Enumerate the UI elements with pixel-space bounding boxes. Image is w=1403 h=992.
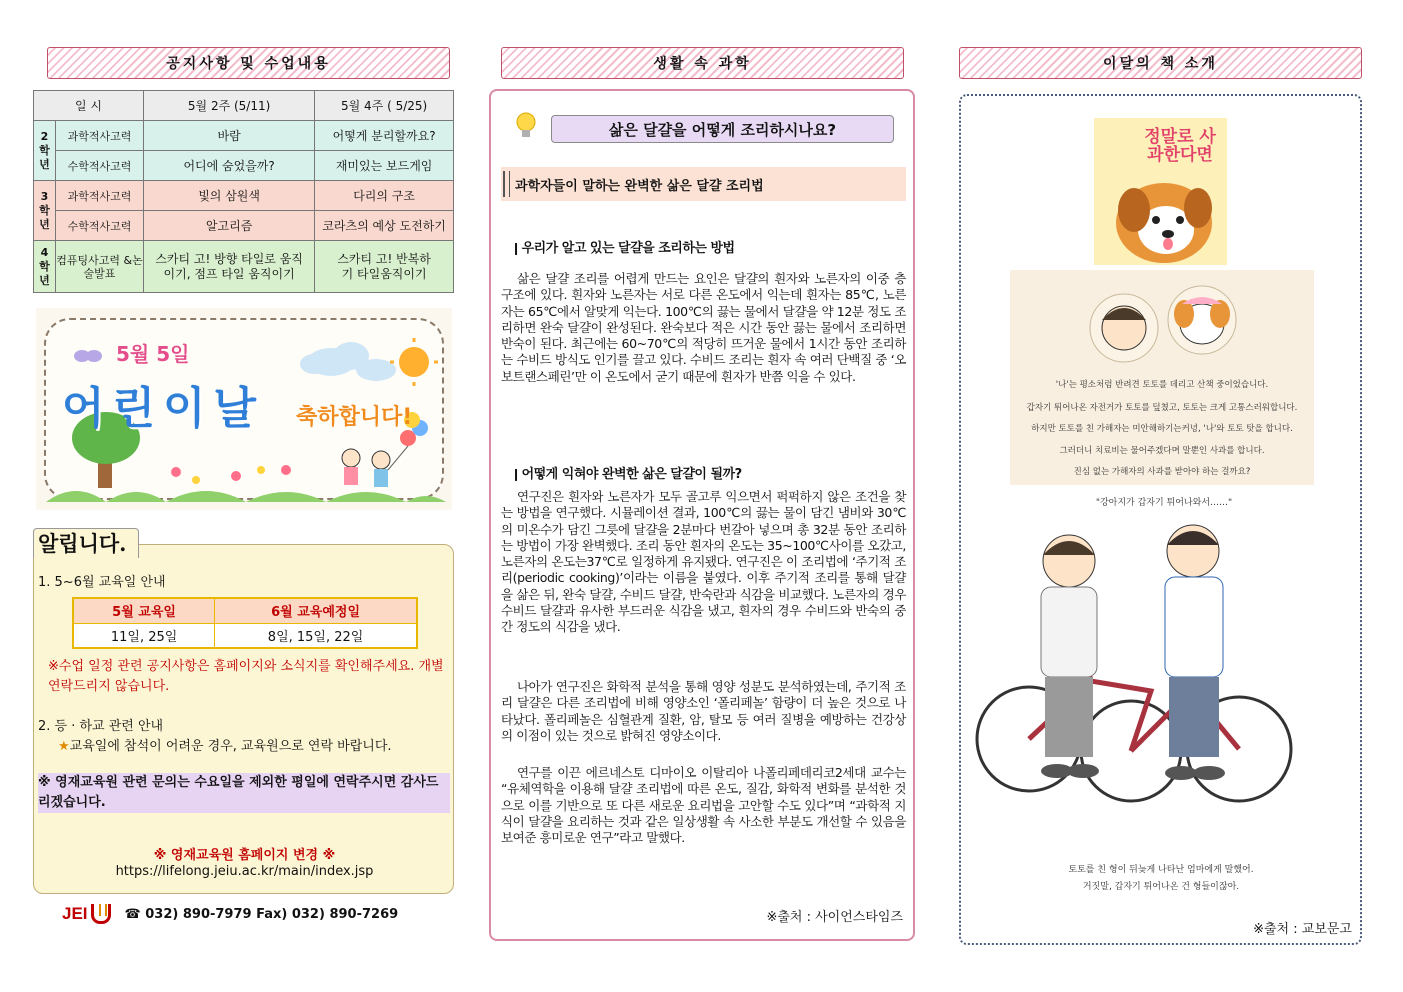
- header-week4: 5월 4주 ( 5/25): [315, 91, 454, 121]
- article-question: 삶은 달걀을 어떻게 조리하시나요?: [551, 115, 894, 143]
- lesson-cell: 재미있는 보드게임: [315, 151, 454, 181]
- banner-headline: 어린이날: [62, 383, 265, 434]
- table-header-row: [34, 91, 454, 121]
- caption-line: 거짓말, 갑자기 튀어나온 건 형들이잖아.: [1082, 882, 1240, 892]
- star-icon: ★: [58, 739, 70, 754]
- banner-frame: [44, 318, 444, 500]
- subject-cell: 컴퓨팅사고력 &논술발표: [56, 241, 144, 293]
- grade-3-label: 3 학 년: [34, 181, 56, 241]
- story-line: '나'는 평소처럼 반려견 토토를 데리고 산책 중이었습니다.: [1055, 380, 1269, 390]
- notice-tag: 알립니다.: [33, 528, 139, 558]
- lesson-cell: 바람: [144, 121, 315, 151]
- header-date: 일 시: [34, 91, 144, 121]
- table-row: [34, 181, 454, 211]
- science-source: ※출처 : 사이언스타임즈: [766, 910, 903, 925]
- lesson-cell: 어디에 숨었을까?: [144, 151, 315, 181]
- notice-section-title-text: 공지사항 및 수업내용: [166, 56, 331, 72]
- subject-cell: 수학적사고력: [56, 211, 144, 241]
- logo-text: JEI: [62, 904, 88, 923]
- book-intro-box: [959, 94, 1362, 945]
- lesson-cell: 빛의 삼원색: [144, 181, 315, 211]
- book-caption: [1001, 862, 1321, 896]
- book-section-title-text: 이달의 책 소개: [1103, 56, 1218, 72]
- table-row: [34, 121, 454, 151]
- story-line: 하지만 토토를 친 가해자는 미안해하기는커녕, '나'와 토토 탓을 합니다.: [1031, 424, 1293, 434]
- lesson-cell: 스카티 고! 방향 타일로 움직이기, 점프 타일 움직이기: [144, 241, 315, 293]
- notice-box: [33, 544, 454, 894]
- section-1-body: 삶은 달걀 조리를 어렵게 만드는 요인은 달걀의 흰자와 노른자의 이중 층 구조에 있다. 흰자와 노른자는 서로 다른 온도에서 익는데 흰자는 85℃, 노른자는 65℃에서 알맞게 익는다. 100℃의 끓는 물에서 달걀을 약 12분 정도 조리하면 완숙 달걀이 완성된다. 완숙보다 적은 시간 동안 끓는 물에서 조리하면 반숙이 된다. 최근에는 60~70℃의 적당히 뜨거운 물에서 1시간 동안 조리하는 수비드 방식도 인기를 끌고 있다. 수비드 조리는 흰자 속 여러 단백질 중 ‘오보트랜스페린’만 이 온도에서 굳기 때문에 흰자가 반쯤 익을 수 있다.: [501, 271, 906, 384]
- science-section-title: [501, 47, 904, 79]
- june-dates: 8일, 15일, 22일: [215, 623, 417, 648]
- article-subtitle: 과학자들이 말하는 완벽한 삶은 달걀 조리법: [501, 167, 906, 201]
- logo-mark-icon: [91, 904, 111, 924]
- class-schedule-table: [33, 90, 454, 293]
- book-title: 정말로 사과한다면: [1144, 127, 1216, 165]
- jei-logo: [62, 904, 111, 924]
- subject-cell: 과학적사고력: [56, 121, 144, 151]
- story-line: 갑자기 튀어나온 자전거가 토토를 덮쳤고, 토토는 크게 고통스러워합니다.: [1026, 403, 1298, 413]
- section-2-paragraph-1: 연구진은 흰자와 노른자가 모두 골고루 익으면서 퍽퍽하지 않은 조건을 찾는 방법을 연구했다. 시뮬레이션 결과, 100℃의 끓는 물이 담긴 냄비와 30℃의 미온수가 담긴 그릇에 달걀을 2분마다 번갈아 넣으며 총 32분 동안 조리하는 방법이 가장 완벽했다. 조리 동안 흰자의 온도는 35~100℃사이를 오갔고, 노른자의 온도는37℃로 일정하게 유지됐다. 연구진은 이 조리법에 ‘주기적 조리(periodic cooking)’이라는 이름을 붙였다. 이후 주기적 조리를 통해 달걀을 삶은 뒤, 완숙 달걀, 수비드 달걀, 반숙란과 식감을 비교했다. 노른자의 경우 수비드 달걀과 유사한 부드러운 식감을 냈고, 흰자의 경우 수비드와 반숙의 중간 정도의 식감을 냈다.: [501, 489, 906, 635]
- may-header: 5월 교육일: [73, 598, 215, 623]
- story-illustration: [1010, 270, 1314, 380]
- edu-schedule-table: [72, 597, 418, 649]
- june-header: 6월 교육예정일: [215, 598, 417, 623]
- header-week2: 5월 2주 (5/11): [144, 91, 315, 121]
- contact-info: ☎ 032) 890-7979 Fax) 032) 890-7269: [124, 906, 399, 922]
- lesson-cell: 알고리즘: [144, 211, 315, 241]
- section-2-heading: ❙ 어떻게 익혀야 완벽한 삶은 달걀이 될까?: [511, 463, 742, 482]
- section-2-paragraph-3: 연구를 이끈 에르네스토 디마이오 이탈리아 나폴리페데리코2세대 교수는 “유체역학을 이용해 달걀 조리법에 따른 온도, 질감, 화학적 변화를 분석한 것으로 이를 기반으로 또 다른 새로운 요리법을 고안할 수도 있다”며 “과학적 지식이 달걀을 요리하는 것과 같은 일상생활 속 사소한 부분도 개선할 수 있음을 보여준 흥미로운 연구”라고 말했다.: [501, 765, 906, 846]
- table-row: [34, 211, 454, 241]
- notice-section-title: [47, 47, 450, 79]
- book-story-panel: [1010, 270, 1314, 485]
- book-source: ※출처 : 교보문고: [1253, 922, 1352, 937]
- footer: [62, 904, 398, 924]
- story-line: 그러더니 치료비는 물어주겠다며 말뿐인 사과를 합니다.: [1059, 446, 1265, 456]
- contact-note: ※ 영재교육원 관련 문의는 수요일을 제외한 평일에 연락주시면 감사드리겠습니다.: [38, 773, 450, 813]
- lesson-cell: 어떻게 분리할까요?: [315, 121, 454, 151]
- lesson-cell: 다리의 구조: [315, 181, 454, 211]
- book-cover: [1094, 118, 1227, 265]
- science-section-title-text: 생활 속 과학: [653, 56, 752, 72]
- homepage-change-title: ※ 영재교육원 홈페이지 변경 ※: [153, 848, 336, 863]
- table-row: [73, 598, 417, 623]
- lightbulb-icon: [515, 111, 537, 141]
- science-article-box: [489, 89, 915, 941]
- table-row: [34, 151, 454, 181]
- notice-item-1: 1. 5~6월 교육일 안내: [38, 575, 166, 590]
- book-quote: "강아지가 갑자기 튀어나와서……": [1095, 498, 1233, 508]
- subject-cell: 수학적사고력: [56, 151, 144, 181]
- table-row: [73, 623, 417, 648]
- may-dates: 11일, 25일: [73, 623, 215, 648]
- homepage-url[interactable]: https://lifelong.jeiu.ac.kr/main/index.jsp: [115, 864, 374, 879]
- section-1-heading: ❙ 우리가 알고 있는 달걀을 조리하는 방법: [511, 237, 735, 256]
- caption-line: 토토를 친 형이 뒤늦게 나타난 엄마에게 말했어.: [1068, 865, 1254, 875]
- banner-message: 축하합니다!: [296, 405, 413, 430]
- story-line: 진심 없는 가해자의 사과를 받아야 하는 걸까요?: [1073, 467, 1251, 477]
- childrens-day-banner: [36, 308, 452, 510]
- boys-with-bicycles-illustration: [971, 521, 1351, 821]
- notice-item-2: 2. 등 · 하교 관련 안내: [38, 719, 164, 734]
- lesson-cell: 코라츠의 예상 도전하기: [315, 211, 454, 241]
- lesson-cell: 스카티 고! 반복하기 타일움직이기: [315, 241, 454, 293]
- banner-date: 5월 5일: [116, 342, 190, 366]
- schedule-note: ※수업 일정 관련 공지사항은 홈페이지와 소식지를 확인해주세요. 개별 연락드리지 않습니다.: [48, 659, 444, 694]
- subject-cell: 과학적사고력: [56, 181, 144, 211]
- notice-item-2-text: 교육일에 참석이 어려운 경우, 교육원으로 연락 바랍니다.: [69, 739, 392, 754]
- notice-item-2-detail: [58, 735, 392, 754]
- book-section-title: [959, 47, 1362, 79]
- table-row: [34, 241, 454, 293]
- grade-4-label: 4 학 년: [34, 241, 56, 293]
- grade-2-label: 2 학 년: [34, 121, 56, 181]
- section-2-paragraph-2: 나아가 연구진은 화학적 분석을 통해 영양 성분도 분석하였는데, 주기적 조리 달걀은 다른 조리법에 비해 영양소인 ‘폴리페놀’ 함량이 더 높은 것으로 나타났다. 폴리페놀은 심혈관계 질환, 암, 탈모 등 여러 질병을 예방하는 건강상의 이점이 있는 것으로 밝혀진 영양소이다.: [501, 679, 906, 743]
